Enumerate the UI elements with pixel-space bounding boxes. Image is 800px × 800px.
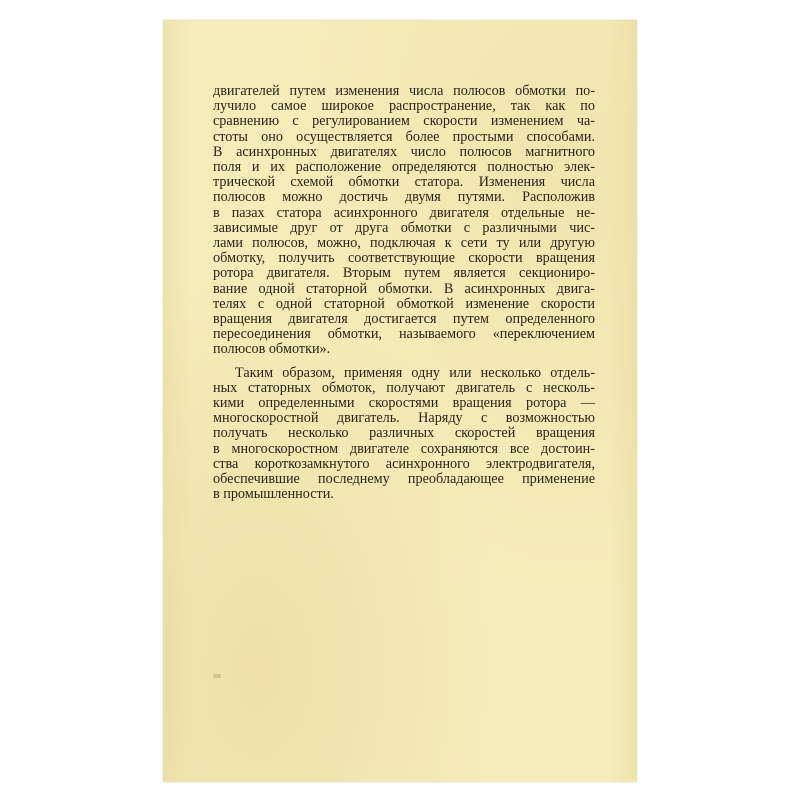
text-line: Таким образом, применяя одну или несколько отдель- [235, 364, 595, 381]
text-line: полюсов можно достичь двумя путями. Расположив [213, 189, 595, 206]
text-line: ства короткозамкнутого асинхронного электродвигателя, [213, 455, 595, 472]
text-line: телях с одной статорной обмоткой изменение скорости [213, 295, 595, 312]
text-line: стоты оно осуществляется более простыми способами. [213, 128, 595, 145]
text-line: ротора двигателя. Вторым путем является секциониро- [213, 265, 595, 282]
text-line: полюсов обмотки». [213, 341, 331, 358]
text-line: лами полюсов, можно, подключая к сети ту или другую [213, 235, 595, 252]
text-line: многоскоростной двигатель. Наряду с возможностью [213, 410, 595, 427]
text-line: В асинхронных двигателях число полюсов магнитного [213, 143, 595, 160]
paragraph-2 [213, 366, 595, 503]
text-line: вание одной статорной обмотки. В асинхронных двига- [213, 280, 595, 297]
text-line: получать несколько различных скоростей вращения [213, 425, 595, 442]
text-line: зависимые друг от друга обмотки с различными чис- [213, 219, 595, 236]
text-line: поля и их расположение определяются полностью элек- [213, 159, 595, 176]
text-line: вращения двигателя достигается путем определенного [213, 311, 595, 328]
text-line: кими определенными скоростями вращения ротора — [213, 395, 595, 412]
text-line: обеспечившие последнему преобладающее применение [213, 471, 595, 488]
text-line: в промышленности. [213, 486, 334, 503]
text-line: ных статорных обмоток, получают двигатель с несколь- [213, 379, 595, 396]
text-line: двигателей путем изменения числа полюсов обмотки по- [213, 83, 595, 99]
text-line: лучило самое широкое распространение, так как по [213, 98, 595, 115]
text-line: обмотку, получить соответствующие скорости вращения [213, 250, 595, 267]
book-page [163, 20, 637, 782]
body-text [213, 84, 595, 502]
ink-smudge [213, 674, 221, 678]
text-line: сравнению с регулированием скорости изменением ча- [213, 113, 595, 130]
text-line: в многоскоростном двигателе сохраняются все достоин- [213, 440, 595, 457]
text-line: трической схемой обмотки статора. Изменения числа [213, 174, 595, 191]
text-line: в пазах статора асинхронного двигателя отдельные не- [213, 204, 595, 221]
paragraph-1 [213, 84, 595, 358]
text-line: пересоединения обмотки, называемого «переключением [213, 326, 595, 343]
